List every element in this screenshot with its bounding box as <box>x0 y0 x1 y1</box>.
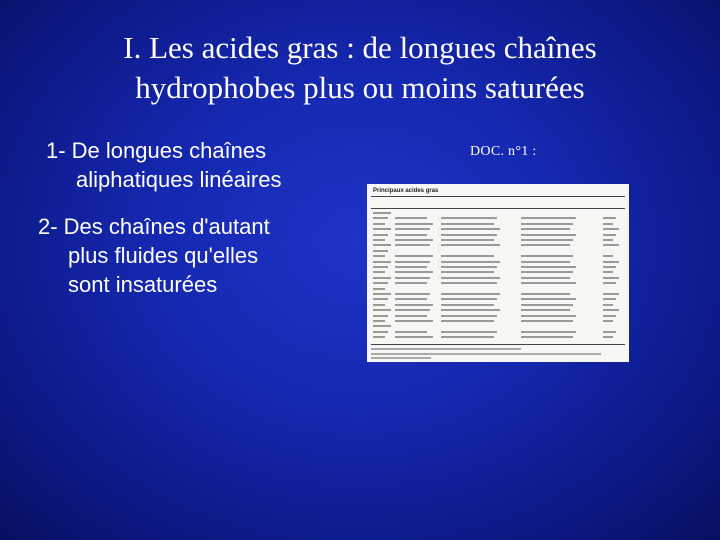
document-label: DOC. n°1 : <box>470 144 537 159</box>
table-row <box>371 308 625 313</box>
bullet-point-2-line-1: 2- Des chaînes d'autant <box>38 214 270 239</box>
bullet-point-2 <box>38 212 358 299</box>
table-row <box>371 265 625 270</box>
table-row <box>371 287 625 292</box>
table-row <box>371 243 625 248</box>
table-row <box>371 281 625 286</box>
table-row <box>371 254 625 259</box>
table-row <box>371 335 625 340</box>
table-row <box>371 270 625 275</box>
table-row <box>371 314 625 319</box>
table-row <box>371 319 625 324</box>
slide-title-line-2: hydrophobes plus ou moins saturées <box>135 70 585 105</box>
table-row <box>371 330 625 335</box>
table-row <box>371 324 625 329</box>
bullet-point-1-line-1: 1- De longues chaînes <box>46 138 267 163</box>
bullet-point-1-line-2: aliphatiques linéaires <box>76 167 282 192</box>
bullet-point-2-line-2: plus fluides qu'elles <box>68 243 259 268</box>
fatty-acids-table-image <box>367 184 629 362</box>
table-heading: Principaux acides gras <box>373 188 439 194</box>
table-row <box>371 249 625 254</box>
table-row <box>371 222 625 227</box>
table-row <box>371 216 625 221</box>
table-footnote-2 <box>371 353 601 355</box>
table-rule-header <box>371 208 625 209</box>
table-row <box>371 260 625 265</box>
slide-title <box>20 28 700 108</box>
table-footnote-3 <box>371 357 431 359</box>
table-footnote-1 <box>371 348 521 350</box>
bullet-list <box>38 136 358 299</box>
table-rule-bottom <box>371 344 625 345</box>
bullet-point-1 <box>38 136 358 194</box>
table-rule-top <box>371 196 625 197</box>
table-row <box>371 233 625 238</box>
table-row <box>371 297 625 302</box>
slide-title-line-1: I. Les acides gras : de longues chaînes <box>123 30 597 65</box>
table-row <box>371 211 625 216</box>
table-row <box>371 238 625 243</box>
table-row <box>371 303 625 308</box>
table-row <box>371 227 625 232</box>
bullet-point-2-line-3: sont insaturées <box>68 272 218 297</box>
table-row <box>371 292 625 297</box>
table-row <box>371 276 625 281</box>
